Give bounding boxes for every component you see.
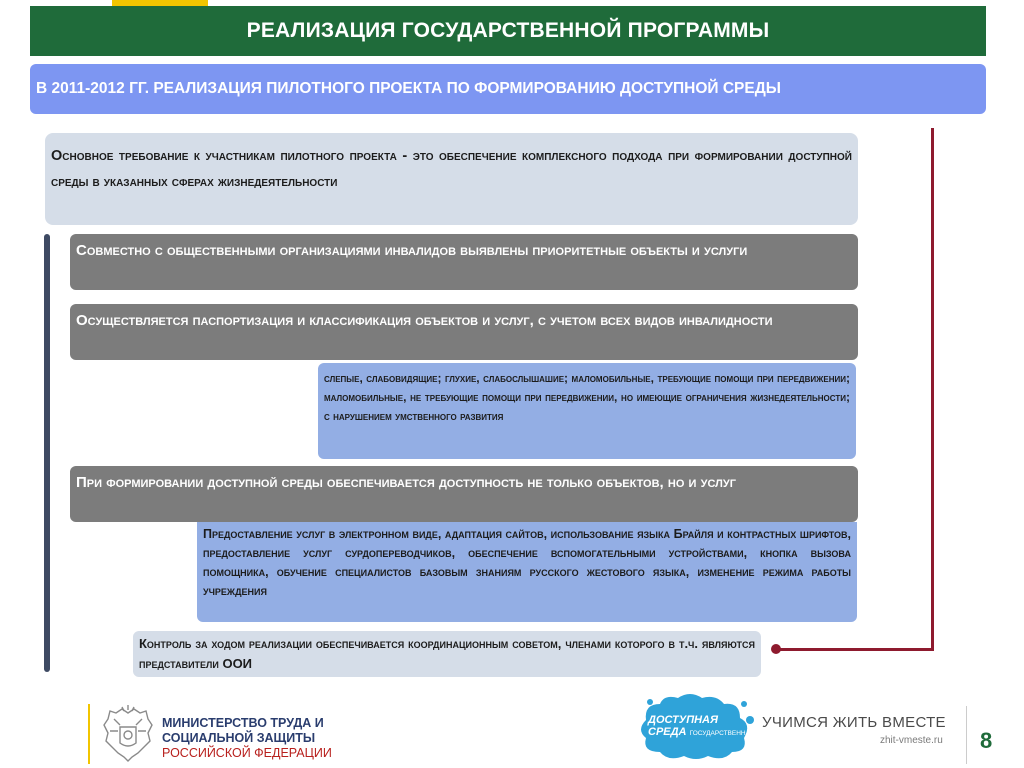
connector-dot [771, 644, 781, 654]
page-number: 8 [980, 728, 993, 753]
main-requirement-box: Основное требование к участникам пилотного проекта - это обеспечение комплексного подхода при формировании доступной среды в указанных сферах жизнедеятельности [45, 133, 858, 225]
control-box: Контроль за ходом реализации обеспечивается координационным советом, членами которого в т.ч. являются представители ООИ [133, 631, 761, 677]
connector-line-horizontal [778, 648, 934, 651]
program-logo-line-2: СРЕДА ГОСУДАРСТВЕННАЯ ПРОГРАММА [648, 726, 798, 738]
program-logo-line-1: ДОСТУПНАЯ [648, 714, 719, 726]
ministry-name [162, 716, 332, 761]
program-logo-small: ГОСУДАРСТВЕННАЯ ПРОГРАММА [689, 730, 798, 737]
grouping-bar [44, 234, 50, 672]
services-list-box: Предоставление услуг в электронном виде, адаптация сайтов, использование языка Брайля и контрастных шрифтов, предоставление услуг сурдопереводчиков, обеспечение вспомогательными устройствами, кнопка вызова помощника, обучение специалистов базовым знаниям русского жестового языка, изменение режима работы учреждения [197, 522, 857, 622]
ministry-line-3: РОССИЙСКОЙ ФЕДЕРАЦИИ [162, 746, 332, 760]
services-accessibility-box: При формировании доступной среды обеспечивается доступность не только объектов, но и услуг [70, 466, 858, 522]
coat-of-arms-icon [100, 705, 156, 765]
program-slogan: УЧИМСЯ ЖИТЬ ВМЕСТЕ [762, 714, 946, 731]
passportization-box: Осуществляется паспортизация и классификация объектов и услуг, с учетом всех видов инвалидности [70, 304, 858, 360]
ministry-line-2: СОЦИАЛЬНОЙ ЗАЩИТЫ [162, 731, 316, 745]
disability-types-box: слепые, слабовидящие; глухие, слабослышашие; маломобильные, требующие помощи при передвижении; маломобильные, не требующие помощи при передвижении, но имеющие ограничения жизнедеятельности; с нарушением умственного развития [318, 363, 856, 459]
footer-divider [88, 704, 90, 764]
ministry-line-1: МИНИСТЕРСТВО ТРУДА И [162, 716, 324, 730]
connector-line-vertical [931, 128, 934, 650]
program-website: zhit-vmeste.ru [880, 735, 943, 746]
priority-objects-box: Совместно с общественными организациями инвалидов выявлены приоритетные объекты и услуги [70, 234, 858, 290]
footer-divider-right [966, 706, 967, 764]
page-subtitle: В 2011-2012 ГГ. РЕАЛИЗАЦИЯ ПИЛОТНОГО ПРОЕКТА ПО ФОРМИРОВАНИЮ ДОСТУПНОЙ СРЕДЫ [30, 64, 986, 114]
page-title: РЕАЛИЗАЦИЯ ГОСУДАРСТВЕННОЙ ПРОГРАММЫ [30, 6, 986, 56]
